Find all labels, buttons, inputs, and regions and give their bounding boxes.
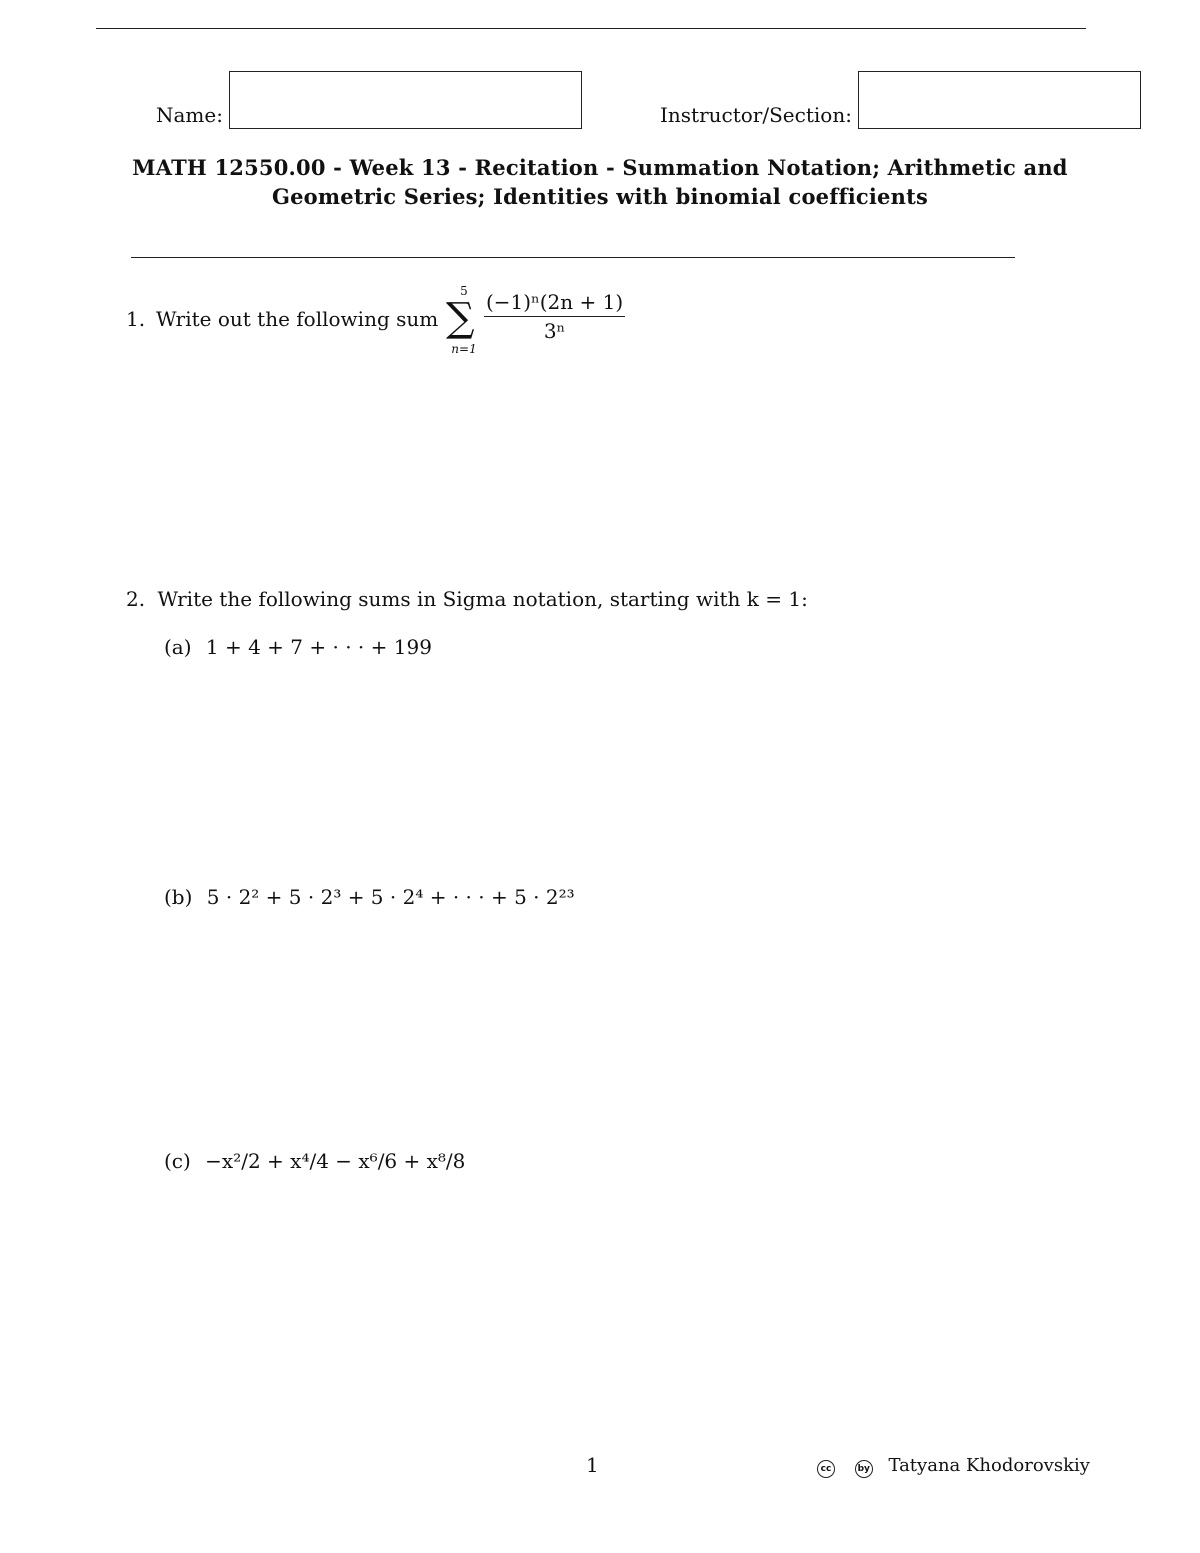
problem-2a-label: (a) [164, 635, 192, 659]
sum-denominator: 3ⁿ [543, 319, 566, 343]
problem-1-number: 1. [126, 307, 146, 331]
sum-lower-limit: n=1 [451, 342, 477, 356]
problem-2c-expression: −x²/2 + x⁴/4 − x⁶/6 + x⁸/8 [205, 1149, 466, 1173]
page-number: 1 [586, 1453, 599, 1477]
name-label: Name: [156, 103, 223, 127]
footer-license [817, 1455, 1090, 1478]
problem-2a-expression: 1 + 4 + 7 + · · · + 199 [205, 635, 432, 659]
cc-icon: cc [817, 1460, 835, 1478]
by-icon: by [855, 1460, 873, 1478]
instructor-section-field[interactable] [858, 71, 1141, 129]
problem-2b-expression: 5 · 2² + 5 · 2³ + 5 · 2⁴ + · · · + 5 · 2²³ [206, 885, 575, 909]
problem-2 [126, 587, 808, 611]
page-title [0, 153, 1200, 211]
sum-numerator: (−1)ⁿ(2n + 1) [484, 290, 625, 317]
top-rule [96, 28, 1086, 29]
title-line-1: MATH 12550.00 - Week 13 - Recitation - Summation Notation; Arithmetic and [132, 155, 1068, 180]
sum-fraction [484, 290, 625, 343]
problem-2-text: Write the following sums in Sigma notation, starting with k = 1: [157, 587, 808, 611]
sum-upper-limit: 5 [460, 284, 468, 298]
sigma-symbol: ∑ [446, 295, 475, 341]
title-line-2: Geometric Series; Identities with binomial coefficients [271, 184, 928, 209]
instructor-section-label: Instructor/Section: [660, 103, 852, 127]
author-name: Tatyana Khodorovskiy [888, 1455, 1090, 1476]
problem-2c [164, 1149, 465, 1173]
problem-1-text: Write out the following sum [156, 307, 439, 331]
problem-2a [164, 635, 432, 659]
problem-2c-label: (c) [164, 1149, 191, 1173]
problem-2b-label: (b) [164, 885, 193, 909]
title-rule [131, 257, 1015, 258]
problem-2-number: 2. [126, 587, 146, 611]
name-field[interactable] [229, 71, 582, 129]
problem-2b [164, 885, 575, 909]
